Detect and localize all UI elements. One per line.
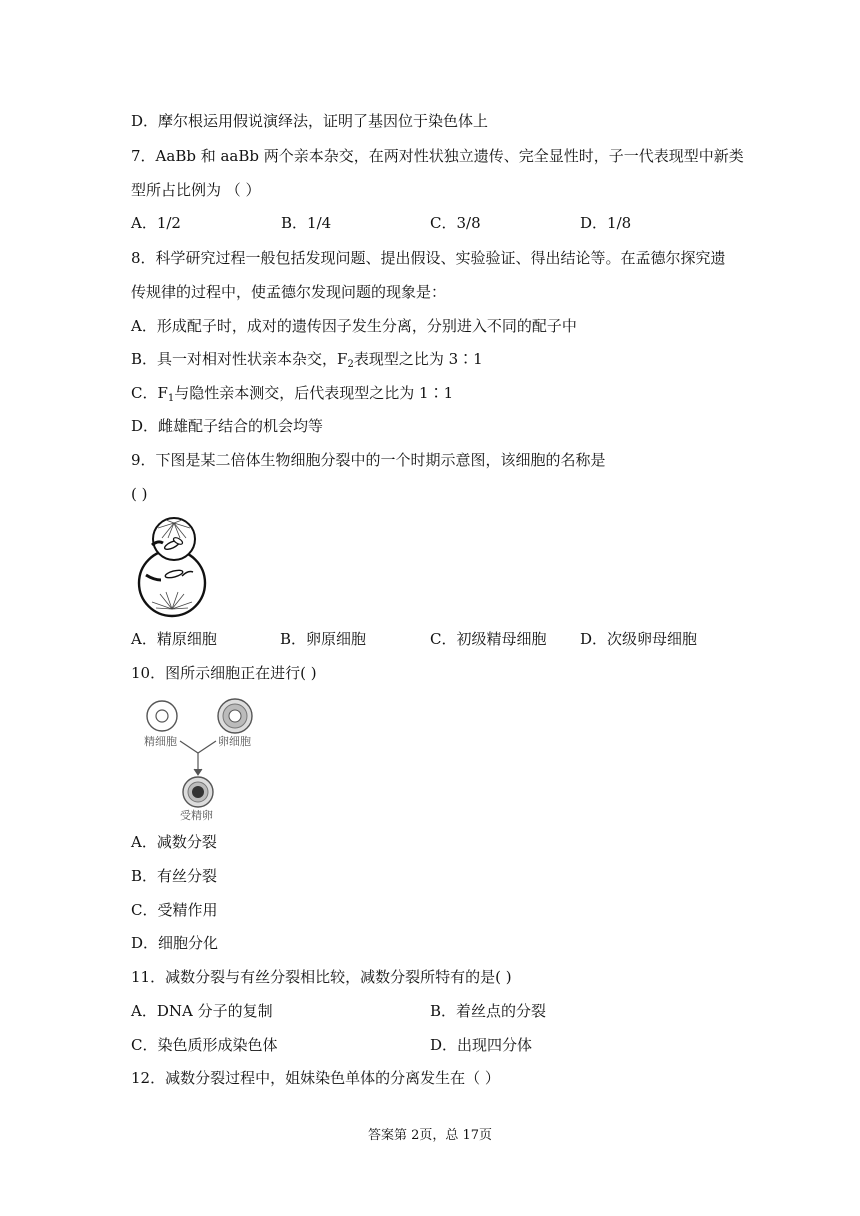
q10-option-b: B．有丝分裂: [131, 867, 218, 885]
q8-option-c-sub: 1: [167, 393, 175, 404]
q11-option-b: B．着丝点的分裂: [430, 1002, 547, 1020]
q11-option-d: D．出现四分体: [430, 1036, 533, 1054]
q9-option-d: D．次级卵母细胞: [580, 630, 698, 648]
q8-stem-line2: 传规律的过程中，使孟德尔发现问题的现象是：: [131, 283, 447, 301]
q8-option-c-pre: C．F: [131, 384, 168, 402]
q9-option-a: A．精原细胞: [131, 630, 217, 648]
q8-option-c: [131, 383, 453, 409]
q8-option-c-post: 与隐性亲本测交，后代表现型之比为 1∶1: [174, 384, 454, 402]
q7-stem-line1: 7．AaBb 和 aaBb 两个亲本杂交，在两对性状独立遗传、完全显性时，子一代表现型中新类: [131, 147, 744, 165]
q7-option-d: D．1/8: [580, 214, 632, 232]
q8-option-d: D．雌雄配子结合的机会均等: [131, 417, 324, 435]
page-footer: 答案第 2页，总 17页: [367, 1128, 493, 1143]
q9-option-c: C．初级精母细胞: [430, 630, 547, 648]
q11-option-a: A．DNA 分子的复制: [131, 1002, 273, 1020]
q10-label-zygote: 受精卵: [180, 809, 213, 822]
q10-option-c: C．受精作用: [131, 901, 218, 919]
q9-stem: 9．下图是某二倍体生物细胞分裂中的一个时期示意图，该细胞的名称是: [131, 451, 606, 469]
q9-cell-division-figure: [128, 514, 218, 618]
q8-option-b-sub: 2: [347, 359, 354, 370]
q8-option-a: A．形成配子时，成对的遗传因子发生分离，分别进入不同的配子中: [131, 317, 577, 335]
q10-label-egg: 卵细胞: [218, 735, 251, 748]
q10-fertilization-figure: [128, 697, 262, 823]
q8-stem-line1: 8．科学研究过程一般包括发现问题、提出假设、实验验证、得出结论等。在孟德尔探究遗: [131, 249, 726, 267]
q11-option-c: C．染色质形成染色体: [131, 1036, 278, 1054]
q8-option-b: [131, 349, 483, 375]
q7-option-b: B．1/4: [281, 214, 332, 232]
q10-label-sperm: 精细胞: [144, 735, 177, 748]
q7-option-a: A．1/2: [131, 214, 181, 232]
q9-option-b: B．卵原细胞: [280, 630, 367, 648]
q12-stem: 12．减数分裂过程中，姐妹染色单体的分离发生在（ ）: [131, 1069, 500, 1087]
q10-option-d: D．细胞分化: [131, 934, 219, 952]
q7-stem-line2: 型所占比例为 （ ）: [131, 181, 261, 199]
q10-option-a: A．减数分裂: [131, 833, 217, 851]
q8-option-b-post: 表现型之比为 3∶1: [353, 350, 483, 368]
q6-option-d: D．摩尔根运用假说演绎法，证明了基因位于染色体上: [131, 112, 489, 130]
q11-stem: 11．减数分裂与有丝分裂相比较，减数分裂所特有的是( ): [131, 968, 512, 986]
q10-stem: 10．图所示细胞正在进行( ): [131, 664, 317, 682]
q9-answer-paren: ( ): [131, 485, 148, 503]
q7-option-c: C．3/8: [430, 214, 481, 232]
q8-option-b-pre: B．具一对相对性状亲本杂交，F: [131, 350, 348, 368]
